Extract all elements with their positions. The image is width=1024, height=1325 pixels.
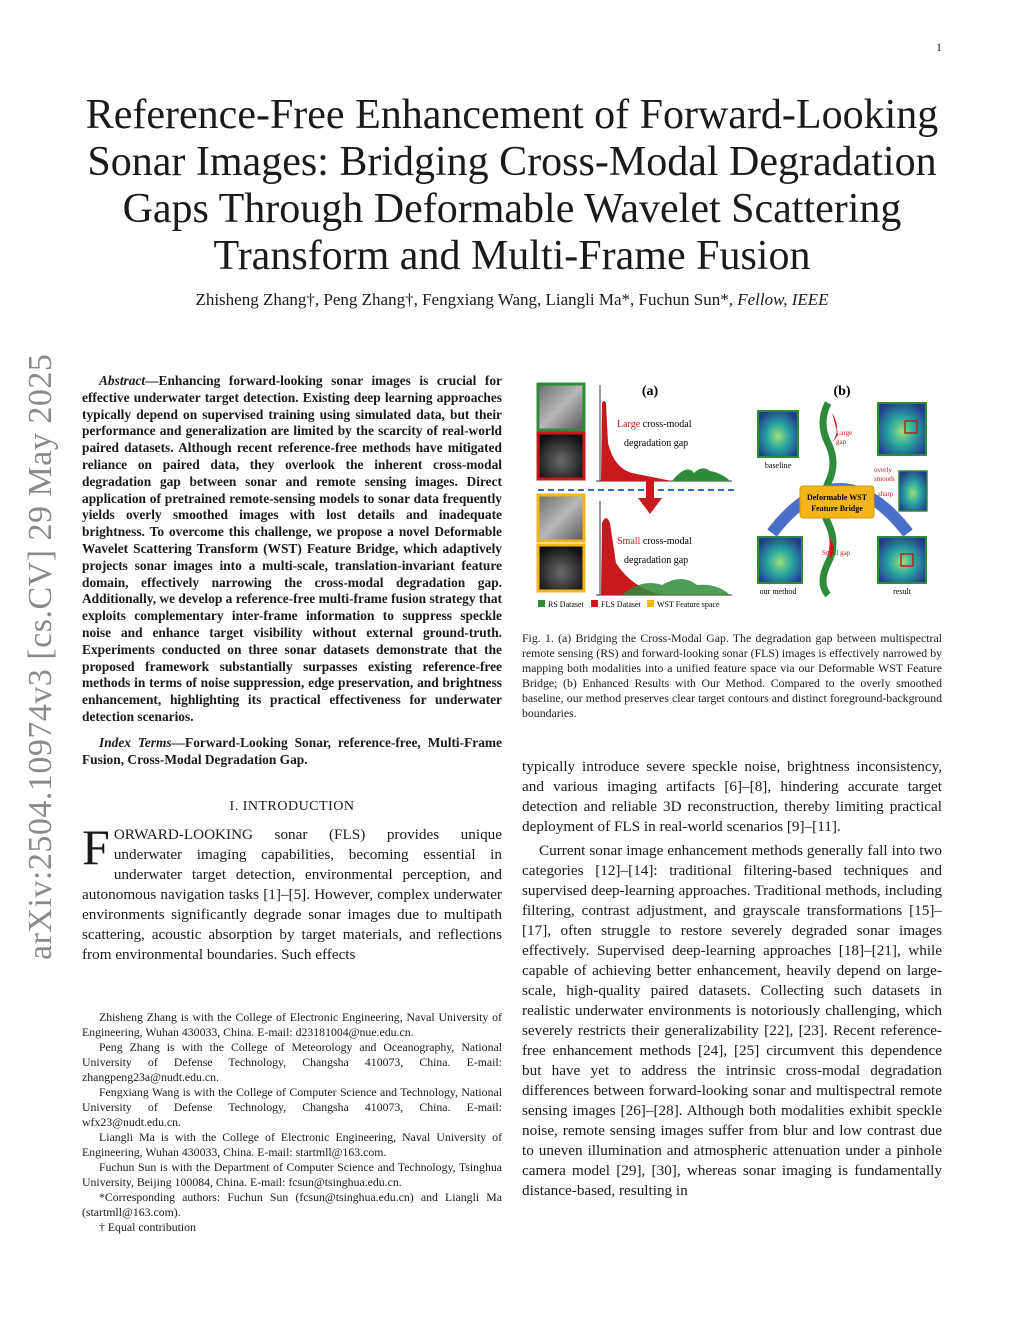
large-word: Large [617, 419, 641, 430]
abstract [82, 373, 502, 726]
rs-distribution-bottom [622, 579, 730, 595]
right-column [522, 373, 942, 1201]
right-paragraph-2: Current sonar image enhancement methods generally fall into two categories [12]–[14]: traditional filtering-based techniques and supervised deep-learning approaches. Traditional methods, including filtering, contrast adjustment, and grayscale transformations [15]–[17], often struggle to restore severely degraded sonar images effectively. Supervised deep-learning approaches [18]–[21], while capable of achieving better enhancement, heavily depend on large-scale, high-quality paired datasets. Collecting such datasets in realistic underwater environments is notoriously challenging, which severely restricts their generalizability [22], [23]. Recent reference-free enhancement methods [24], [25] circumvent this dependence but have yet to address the intrinsic cross-modal degradation differences between forward-looking sonar and multispectral remote sensing images [26]–[28]. Although both modalities exhibit speckle noise, remote sensing images suffer from blur and low contrast due to uneven illumination and atmospheric attenuation under a pinhole camera model [29], [30], whereas sonar imaging is fundamentally distance-based, resulting in [522, 842, 942, 1199]
section-heading: I. INTRODUCTION [229, 799, 355, 815]
legend-wst-swatch [647, 600, 654, 607]
overly-label: overly [874, 466, 892, 474]
smooth-label: smooth [874, 475, 895, 483]
large-gap-label-2: gap [836, 438, 847, 446]
figure-1 [522, 373, 942, 618]
large-gap-label: Large [836, 429, 853, 437]
bridge-line2: Feature Bridge [811, 504, 863, 513]
legend-rs-swatch [538, 600, 545, 607]
rs-image-bottom [538, 495, 584, 541]
right-body [522, 757, 942, 1201]
sharp-zoom-image [899, 471, 927, 511]
footnote: Peng Zhang is with the College of Meteorology and Oceanography, National University of Defense Technology, Changsha 410073, China. E-mail: zhangpeng23a@nudt.edu.cn. [82, 1040, 502, 1084]
our-method-image [758, 537, 802, 583]
rs-distribution-top [672, 468, 730, 481]
large-gap-line2: degradation gap [624, 438, 689, 449]
index-terms [82, 735, 502, 769]
wst-bridge-box [800, 486, 874, 518]
large-gap-text [617, 419, 692, 430]
index-terms-body: —Forward-Looking Sonar, reference-free, Multi-Frame Fusion, Cross-Modal Degradation Gap. [82, 734, 503, 767]
sharp-label: sharp [878, 490, 894, 498]
left-column [82, 373, 502, 965]
panel-a-label: (a) [641, 384, 659, 399]
author-names: Zhisheng Zhang†, Peng Zhang†, Fengxiang Wang, Liangli Ma*, Fuchun Sun*, [195, 290, 738, 309]
footnote: Fengxiang Wang is with the College of Computer Science and Technology, National University of Defense Technology, Changsha 410073, China. E-mail: wfx23@nudt.edu.cn. [82, 1085, 502, 1129]
footnote-contribution: † Equal contribution [99, 1220, 196, 1234]
small-gap-line2: degradation gap [624, 555, 689, 566]
legend-rs-label: RS Dataset [548, 600, 584, 609]
figure-1-graphic [522, 373, 942, 618]
baseline-label: baseline [764, 461, 792, 470]
panel-b-label: (b) [833, 384, 851, 399]
footnote: Fuchun Sun is with the Department of Computer Science and Technology, Tsinghua University, Beijing 100084, China. E-mail: fcsun@tsinghua.edu.cn. [82, 1160, 502, 1189]
figure-caption: Fig. 1. (a) Bridging the Cross-Modal Gap. The degradation gap between multispectral remote sensing (RS) and forward-looking sonar (FLS) images is effectively narrowed by mapping both modalities into a unified feature space via our Deformable WST Feature Bridge; (b) Enhanced Results with Our Method. Compared to the overly smoothed baseline, our method preserves clear target contours and distinct foreground-background boundaries. [522, 631, 942, 720]
footnote: Liangli Ma is with the College of Electronic Engineering, Naval University of Engineering, Wuhan 430033, China. E-mail: startmll@163.com. [82, 1130, 502, 1159]
down-arrow [638, 479, 662, 514]
bridge-line1: Deformable WST [806, 493, 868, 502]
rs-image-top [538, 384, 584, 430]
large-rest: cross-modal [640, 419, 692, 430]
baseline-image [758, 411, 798, 457]
result-image [878, 537, 926, 583]
legend-fls-label: FLS Dataset [601, 600, 641, 609]
author-list [60, 290, 964, 310]
intro-text: ORWARD-LOOKING sonar (FLS) provides unique underwater imaging capabilities, becoming essential in underwater target detection, environmental perception, and autonomous navigation tasks [1]–[5]. However, complex underwater environments significantly degrade sonar images due to multipath scattering, acoustic absorption by target materials, and reflections from environmental boundaries. Such effects [82, 826, 502, 964]
small-word: Small [617, 536, 641, 547]
legend-fls-swatch [591, 600, 598, 607]
abstract-body: —Enhancing forward-looking sonar images is crucial for effective underwater target detection. Existing deep learning approaches typically depend on supervised training using simulated data, but their performance and generalization are limited by the scarcity of real-world paired datasets. Although recent reference-free methods have mitigated reliance on paired data, they overlook the inherent cross-modal degradation gap between sonar and remote sensing images. Direct application of pretrained remote-sensing models to sonar data frequently yields overly smoothed images with lost details and inadequate brightness. To overcome this challenge, we propose a novel Deformable Wavelet Scattering Transform (WST) Feature Bridge, which adaptively projects sonar images into a multi-scale, translation-invariant feature domain, effectively narrowing the cross-modal degradation gap. Additionally, we develop a reference-free multi-frame fusion strategy that exploits complementary inter-frame information to suppress speckle noise and enhance target visibility without external ground-truth. Experiments conducted on three sonar datasets demonstrate that the proposed framework substantially surpasses existing reference-free methods in terms of noise suppression, edge preservation, and brightness enhancement, highlighting its practical effectiveness for underwater detection scenarios. [82, 373, 502, 724]
result-label: result [893, 587, 911, 596]
abstract-label: Abstract [99, 373, 146, 388]
index-terms-label: Index Terms [99, 734, 172, 750]
intro-paragraph [82, 819, 502, 965]
small-rest: cross-modal [640, 536, 692, 547]
paper-title: Reference-Free Enhancement of Forward-Looking Sonar Images: Bridging Cross-Modal Degradation Gaps Through Deformable Wavelet Scattering Transform and Multi-Frame Fusion [85, 92, 939, 279]
footnote: Zhisheng Zhang is with the College of Electronic Engineering, Naval University of Engineering, Wuhan 430033, China. E-mail: d23181004@nue.edu.cn. [82, 1010, 502, 1039]
our-method-label: our method [759, 587, 797, 596]
fls-image-top [538, 433, 584, 479]
page-number: 1 [936, 40, 942, 54]
small-gap-text [617, 536, 692, 547]
footnote: *Corresponding authors: Fuchun Sun (fcsun@tsinghua.edu.cn) and Liangli Ma (startmll@163.com). [82, 1190, 502, 1219]
right-paragraph-1: typically introduce severe speckle noise, brightness inconsistency, and various imaging artifacts [6]–[8], hindering accurate target detection and reliable 3D reconstruction, thereby limiting practical deployment of FLS in real-world scenarios [9]–[11]. [522, 758, 942, 835]
drop-cap: F [82, 819, 110, 876]
legend-wst-label: WST Feature space [657, 600, 720, 609]
footnotes [82, 1010, 502, 1235]
arxiv-stamp[interactable]: arXiv:2504.10974v3 [cs.CV] 29 May 2025 [22, 353, 59, 960]
baseline-zoom-image [878, 403, 926, 455]
fls-image-bottom [538, 545, 584, 591]
author-fellow: Fellow, IEEE [737, 290, 829, 309]
small-gap-label: Small gap [822, 549, 851, 557]
